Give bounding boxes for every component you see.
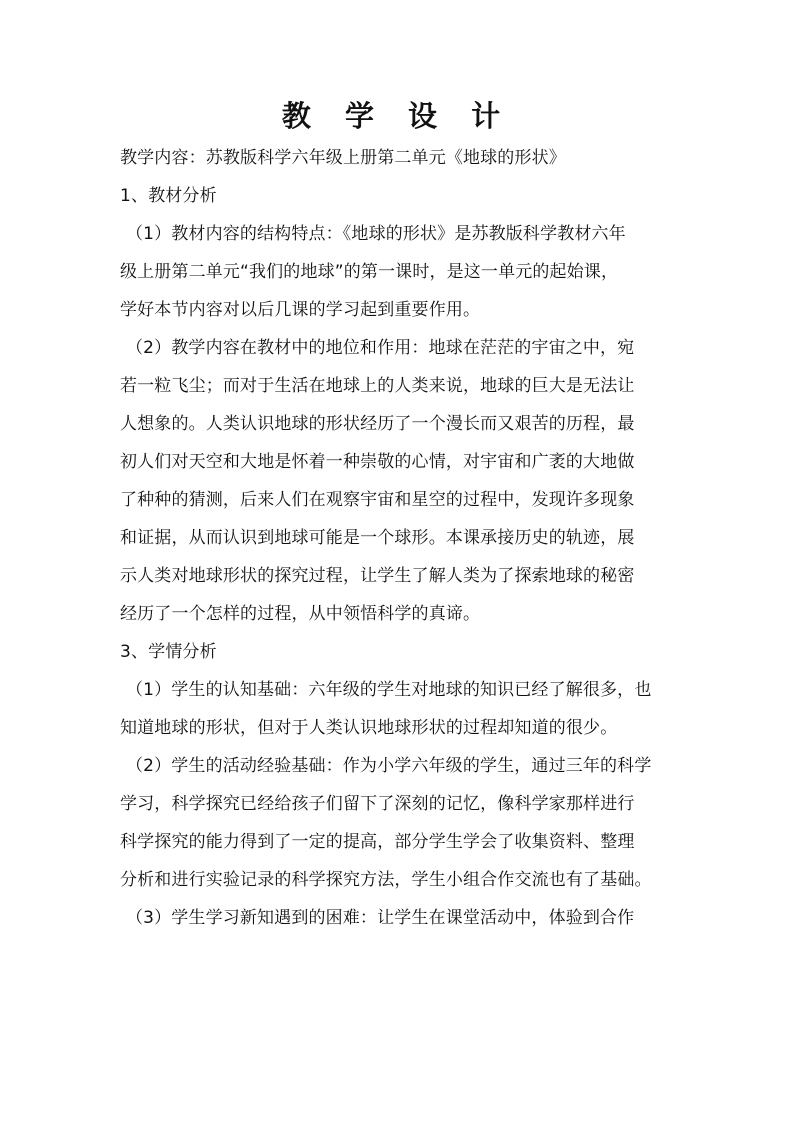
paragraph-line: （2）学生的活动经验基础：作为小学六年级的学生，通过三年的科学 <box>126 756 652 776</box>
document-body <box>120 140 682 938</box>
paragraph-line: 分析和进行实验记录的科学探究方法，学生小组合作交流也有了基础。 <box>120 870 652 890</box>
paragraph-line: （1）教材内容的结构特点：《地球的形状》是苏教版科学教材六年 <box>126 224 626 244</box>
paragraph-line: （3）学生学习新知遇到的困难：让学生在课堂活动中，体验到合作 <box>126 908 635 928</box>
paragraph-line: 学习，科学探究已经给孩子们留下了深刻的记忆，像科学家那样进行 <box>120 794 635 814</box>
section-heading: 1、教材分析 <box>120 186 217 206</box>
content-line: 教学内容：苏教版科学六年级上册第二单元《地球的形状》 <box>120 148 566 168</box>
paragraph-line: 初人们对天空和大地是怀着一种崇敬的心情，对宇宙和广袤的大地做 <box>120 452 635 472</box>
paragraph-line: 示人类对地球形状的探究过程，让学生了解人类为了探索地球的秘密 <box>120 566 635 586</box>
paragraph-line: 级上册第二单元“我们的地球”的第一课时，是这一单元的起始课， <box>120 262 619 282</box>
paragraph-line: 人想象的。人类认识地球的形状经历了一个漫长而又艰苦的历程，最 <box>120 414 635 434</box>
paragraph-line: 和证据，从而认识到地球可能是一个球形。本课承接历史的轨迹，展 <box>120 528 635 548</box>
paragraph-line: 学好本节内容对以后几课的学习起到重要作用。 <box>120 300 481 320</box>
paragraph-line: 知道地球的形状，但对于人类认识地球形状的过程却知道的很少。 <box>120 718 618 738</box>
paragraph-line: 了种种的猜测，后来人们在观察宇宙和星空的过程中，发现许多现象 <box>120 490 635 510</box>
paragraph-line: 经历了一个怎样的过程，从中领悟科学的真谛。 <box>120 604 481 624</box>
paragraph-line: 科学探究的能力得到了一定的提高，部分学生学会了收集资料、整理 <box>120 832 635 852</box>
page-title: 教 学 设 计 <box>281 99 513 133</box>
paragraph-line: 若一粒飞尘；而对于生活在地球上的人类来说，地球的巨大是无法让 <box>120 376 635 396</box>
paragraph-line: （1）学生的认知基础：六年级的学生对地球的知识已经了解很多，也 <box>126 680 652 700</box>
section-heading: 3、学情分析 <box>120 642 217 662</box>
paragraph-line: （2）教学内容在教材中的地位和作用：地球在茫茫的宇宙之中，宛 <box>126 338 635 358</box>
